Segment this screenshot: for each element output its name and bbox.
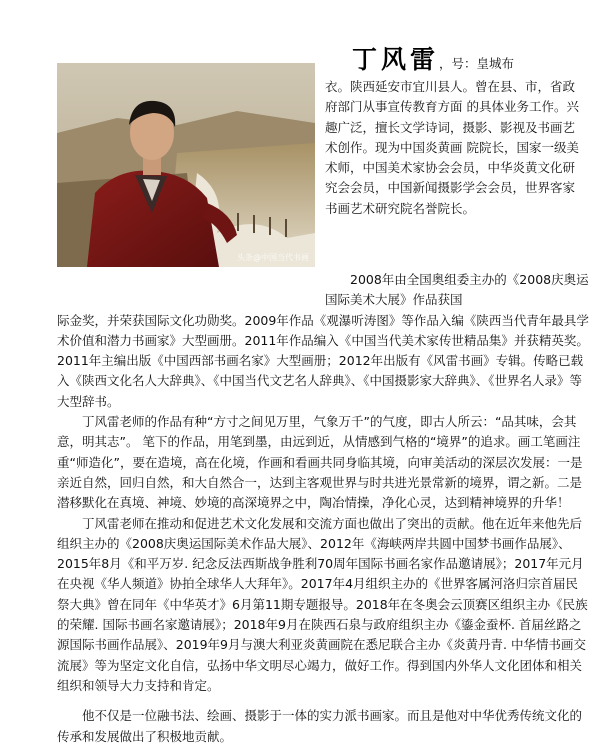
intro-paragraph: 衣。陕西延安市宜川县人。曾在县、市，省政府部门从事宣传教育方面 的具体业务工作。兴趣广泛，擅长文学诗词，摄影、影视及书画艺术创作。现为中国炎黄画 院院长，国家一级美术师，中国美术家协会会员，中华炎黄文化研究会会员，中国新闻摄影学会会员，世界客家书画艺术研究院名誉院长。 [325, 79, 579, 216]
photo-watermark: 头条@中国当代书画 [237, 253, 309, 262]
title-row [352, 40, 592, 72]
intro-block [325, 77, 587, 219]
paragraph-exchange: 丁风雷老师在推动和促进艺术文化发展和交流方面也做出了突出的贡献。他在近年来他先后组织主办的《2008庆奥运国际美术作品大展》、2012年《海峡两岸共圆中国梦书画作品展》、2015年8月《和平万岁. 纪念反法西斯战争胜利70周年国际书画名家作品邀请展》；2017年元月在央视《华人频道》协拍全球华人大拜年》。2017年4月组织主办的《世界客属河洛归宗首届民祭大典》曾在同年《中华英才》6月第11期专题报导。2018年在冬奥会云顶赛区组织主办《民族的荣耀. 国际书画名家邀请展》；2018年9月在陕西石泉与政府组织主办《鎏金蚕杯. 首届丝路之源国际书画作品展》、2019年9月与澳大利亚炎黄画院在悉尼联合主办《炎黄丹青. 中华情书画交流展》等为坚定文化自信，弘扬中华文明尽心竭力，做好工作。得到国内外华人文化团体和相关组织和领导大力支持和肯定。 [57, 515, 588, 693]
person-name: 丁风雷 [352, 45, 440, 74]
paragraph-awards-top [57, 270, 589, 311]
body-block [57, 270, 589, 747]
paragraph-awards-top-text: 2008年由全国奥组委主办的《2008庆奥运国际美术大展》作品获国 [325, 272, 589, 308]
portrait-image [57, 63, 315, 267]
paragraph-spacer [57, 696, 589, 706]
paragraph-style: 丁风雷老师的作品有种“方寸之间见万里，气象万千”的气度，即古人所云：“品其味，会其意，明其志”。 笔下的作品，用笔到墨，由远到近，从情感到气格的“境界”的追求。画工笔画注重“师造化”，要在造境，高在化境，作画和看画共同身临其境，向审美活动的深层次发展：一是亲近自然，回归自然，和大自然合一，达到主客观世界与时共进光景常新的境界，谓之新。二是潜移默化在真境、神境、妙境的高深境界之中，陶冶情操，净化心灵，达到精神境界的升华！ [57, 414, 583, 511]
alias-text: ，号：皇城布 [439, 56, 515, 71]
paragraph-conclusion: 他不仅是一位融书法、绘画、摄影于一体的实力派书画家。而且是他对中华优秀传统文化的传承和发展做出了积极地贡献。 [57, 708, 583, 744]
portrait-photo [57, 63, 315, 267]
paragraph-awards: 际金奖，并荣获国际文化功勋奖。2009年作品《观瀑听涛图》等作品入编《陕西当代青年最具学术价值和潜力书画家》大型画册。2011年作品编入《中国当代美术家传世精品集》并获精英奖。2011年主编出版《中国西部书画名家》大型画册；2012年出版有《风雷书画》专辑。传略已载入《陕西文化名人大辞典》、《中国当代文艺名人辞典》、《中国摄影家大辞典》、《世界名人录》等大型辞书。 [57, 312, 589, 409]
